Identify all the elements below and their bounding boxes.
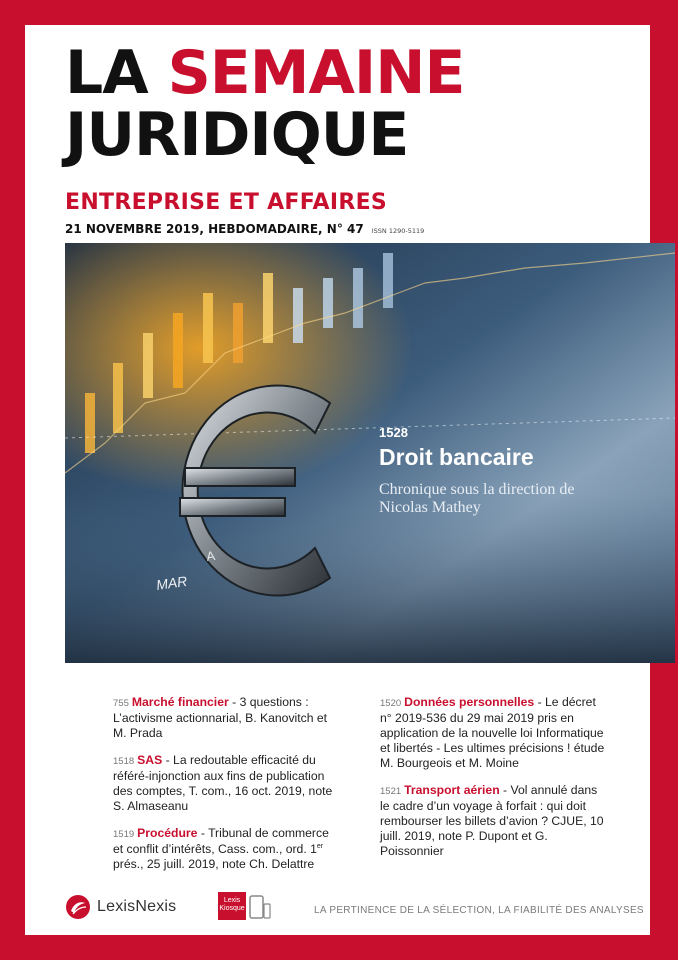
dateline — [65, 222, 424, 236]
toc-item-sup: er — [316, 842, 324, 850]
toc-item: 755 Marché financier - 3 questions : L’activisme actionnarial, B. Kanovitch et M. Prada — [113, 695, 328, 740]
feature-title: Droit bancaire — [379, 444, 534, 470]
toc-item-heading: Procédure — [137, 826, 198, 840]
toc-item-heading: Transport aérien — [404, 783, 500, 797]
toc-item-number: 1519 — [113, 829, 135, 840]
lexis-kiosque-logo — [218, 892, 271, 920]
toc-item-heading: Données personnelles — [404, 695, 535, 709]
image-text-a: A — [205, 547, 217, 564]
toc-item-number: 1520 — [380, 698, 402, 709]
feature-subtitle — [379, 481, 639, 518]
feature-subtitle-line1: Chronique sous la direction de — [379, 481, 575, 498]
cover-image — [65, 243, 675, 663]
toc-item-heading: Marché financier — [131, 695, 229, 709]
tagline: LA PERTINENCE DE LA SÉLECTION, LA FIABILITÉ DES ANALYSES — [314, 905, 644, 916]
toc-item-number: 1518 — [113, 756, 135, 767]
bottom-red-border — [0, 935, 678, 960]
toc-item: 1519 Procédure - Tribunal de commerce et conflit d’intérêts, Cass. com., ord. 1er prés., 25 juill. 2019, note Ch. Delattre — [113, 826, 329, 871]
masthead-la: LA — [65, 38, 148, 108]
kiosque-line2: Kiosque — [219, 905, 245, 912]
cover-feature — [379, 425, 639, 518]
toc-item-text: Vol annulé dans le cadre d’un voyage à forfait : qui doit rembourser les billets d’avion ? CJUE, 10 juill. 2019, note P. Dupont et G. Poissonnier — [380, 783, 604, 858]
masthead — [65, 38, 465, 170]
tablet-phone-icon — [249, 894, 271, 920]
feature-number: 1528 — [379, 425, 408, 440]
issn: ISSN 1290-5119 — [371, 227, 425, 235]
toc-item-number: 755 — [113, 698, 129, 709]
toc-item-text: Le décret n° 2019-536 du 29 mai 2019 pris en application de la nouvelle loi Informatique et libertés - Les ultimes précisions ! étude M. Bourgeois et M. Moine — [380, 695, 605, 770]
edition-title: ENTREPRISE ET AFFAIRES — [65, 190, 388, 215]
toc-item-text-pre: Tribunal de commerce et conflit d’intérêts, Cass. com., ord. 1 — [113, 826, 329, 856]
issue-date: 21 NOVEMBRE 2019, HEBDOMADAIRE, N° 47 — [65, 222, 364, 236]
toc-item-text: 3 questions : L’activisme actionnarial, B. Kanovitch et M. Prada — [113, 695, 328, 740]
brand-name: LexisNexis — [97, 898, 177, 915]
toc-item: 1518 SAS - La redoutable efficacité du référé-injonction aux fins de publication des comptes, T. com., 16 oct. 2019, note S. Almaseanu — [113, 753, 333, 813]
footer — [25, 880, 650, 935]
lexisnexis-logo — [65, 894, 176, 920]
toc-item-heading: SAS — [137, 753, 163, 767]
toc-left-column — [113, 695, 335, 884]
cover-page — [25, 25, 650, 935]
toc-item-text-post: prés., 25 juill. 2019, note Ch. Delattre — [113, 857, 315, 871]
kiosque-badge — [218, 892, 246, 920]
toc-right-column — [380, 695, 605, 871]
toc-item-text: La redoutable efficacité du référé-injonction aux fins de publication des comptes, T. com., 16 oct. 2019, note S. Almaseanu — [113, 753, 333, 813]
feature-subtitle-line2: Nicolas Mathey — [379, 499, 481, 517]
toc-item: 1520 Données personnelles - Le décret n° 2019-536 du 29 mai 2019 pris en application de la nouvelle loi Informatique et libertés - Les ultimes précisions ! étude M. Bourgeois et M. Moine — [380, 695, 605, 770]
toc-item-number: 1521 — [380, 786, 402, 797]
kiosque-line1: Lexis — [223, 897, 241, 904]
image-text-mar: MAR — [155, 572, 189, 593]
lexisnexis-emblem-icon — [65, 894, 91, 920]
masthead-semaine: SEMAINE — [167, 38, 465, 108]
masthead-juridique: JURIDIQUE — [65, 100, 409, 170]
toc-item: 1521 Transport aérien - Vol annulé dans le cadre d’un voyage à forfait : qui doit rembourser les billets d’avion ? CJUE, 10 juill. 2019, note P. Dupont et G. Poissonnier — [380, 783, 604, 858]
